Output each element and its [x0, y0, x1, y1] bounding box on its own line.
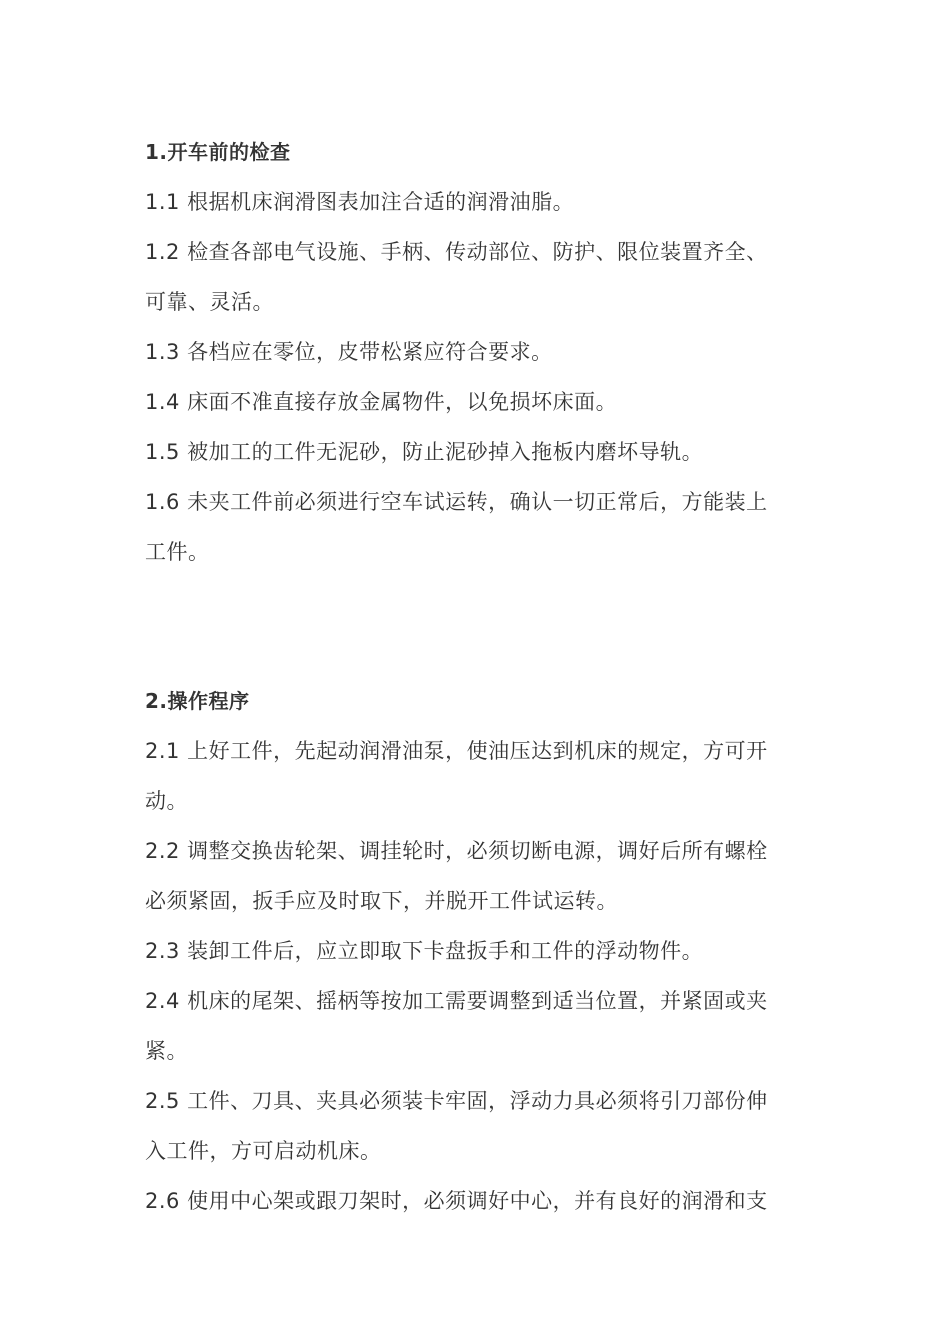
section-heading: 2.操作程序 [145, 689, 250, 713]
list-item: 2.2 调整交换齿轮架、调挂轮时，必须切断电源，调好后所有螺栓 [145, 839, 768, 863]
list-item-continuation: 紧。 [145, 1039, 188, 1063]
section-spacer [145, 577, 825, 676]
list-item-continuation: 工件。 [145, 540, 210, 564]
list-item: 1.4 床面不准直接存放金属物件，以免损坏床面。 [145, 390, 618, 414]
list-item: 1.2 检查各部电气设施、手柄、传动部位、防护、限位装置齐全、 [145, 240, 768, 264]
section-heading: 1.开车前的检查 [145, 140, 291, 164]
list-item: 2.5 工件、刀具、夹具必须装卡牢固，浮动力具必须将引刀部份伸 [145, 1089, 768, 1113]
section-operating-procedure [145, 676, 825, 1226]
list-item: 2.3 装卸工件后，应立即取下卡盘扳手和工件的浮动物件。 [145, 939, 704, 963]
list-item: 1.3 各档应在零位，皮带松紧应符合要求。 [145, 340, 553, 364]
list-item: 1.5 被加工的工件无泥砂，防止泥砂掉入拖板内磨坏导轨。 [145, 440, 704, 464]
list-item: 2.1 上好工件，先起动润滑油泵，使油压达到机床的规定，方可开 [145, 739, 768, 763]
list-item: 2.6 使用中心架或跟刀架时，必须调好中心，并有良好的润滑和支 [145, 1189, 768, 1213]
list-item: 1.1 根据机床润滑图表加注合适的润滑油脂。 [145, 190, 575, 214]
list-item-continuation: 动。 [145, 789, 188, 813]
document-body [145, 127, 825, 1226]
list-item: 2.4 机床的尾架、摇柄等按加工需要调整到适当位置，并紧固或夹 [145, 989, 768, 1013]
list-item: 1.6 未夹工件前必须进行空车试运转，确认一切正常后，方能装上 [145, 490, 768, 514]
list-item-continuation: 必须紧固，扳手应及时取下，并脱开工件试运转。 [145, 889, 618, 913]
section-pre-start-inspection [145, 127, 825, 577]
list-item-continuation: 入工件，方可启动机床。 [145, 1139, 382, 1163]
list-item-continuation: 可靠、灵活。 [145, 290, 274, 314]
